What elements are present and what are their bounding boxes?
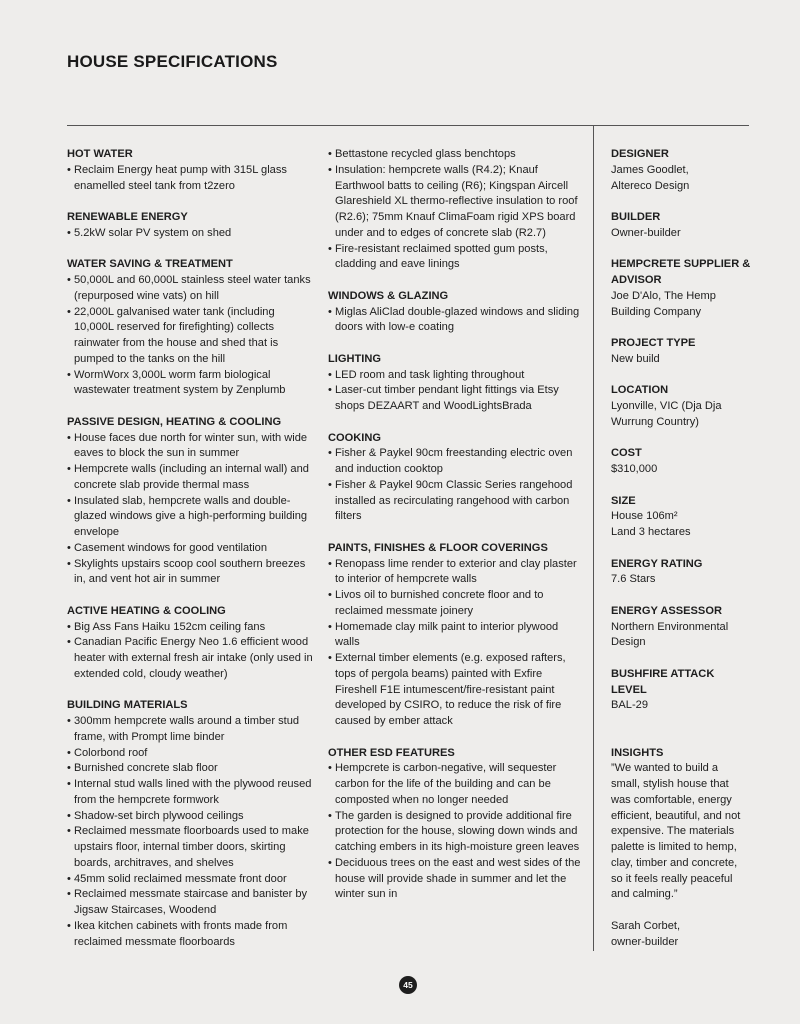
spec-item: • Hempcrete is carbon-negative, will sequester carbon for the life of the building and can be composted when no longer needed xyxy=(328,761,584,808)
detail-cost xyxy=(611,446,751,478)
detail-heading: LOCATION xyxy=(611,384,669,397)
spec-item: • Internal stud walls lined with the plywood reused from the hempcrete formwork xyxy=(67,777,317,809)
spec-section-lighting xyxy=(328,352,584,415)
detail-heading: DESIGNER xyxy=(611,148,669,160)
detail-heading: SIZE xyxy=(611,494,636,507)
detail-value: Owner-builder xyxy=(611,226,681,239)
detail-value: Land 3 hectares xyxy=(611,526,691,538)
detail-hempcrete-supplier-advisor xyxy=(611,257,751,320)
quote-attribution-name: Sarah Corbet, xyxy=(611,919,681,932)
spec-item: • LED room and task lighting throughout xyxy=(328,368,584,384)
section-heading: PAINTS, FINISHES & FLOOR COVERINGS xyxy=(328,541,548,554)
spec-item: • Bettastone recycled glass benchtops xyxy=(328,147,584,163)
spec-item: • 45mm solid reclaimed messmate front door xyxy=(67,872,317,888)
section-heading: WATER SAVING & TREATMENT xyxy=(67,258,233,271)
specs-column-left xyxy=(67,147,317,966)
detail-heading: COST xyxy=(611,447,642,460)
section-heading: BUILDING MATERIALS xyxy=(67,699,188,712)
spec-item: • Insulated slab, hempcrete walls and double-glazed windows give a high-performing building envelope xyxy=(67,494,317,541)
spec-item: • Reclaimed messmate staircase and banister by Jigsaw Staircases, Woodend xyxy=(67,887,317,919)
spec-section-passive-design-heating-cooling xyxy=(67,415,317,588)
detail-heading: BUILDER xyxy=(611,211,661,223)
spec-item: • Deciduous trees on the east and west sides of the house will provide shade in summer and let the winter sun in xyxy=(328,856,584,903)
spec-list xyxy=(328,305,584,337)
spec-item: • Big Ass Fans Haiku 152cm ceiling fans xyxy=(67,620,317,636)
section-heading: COOKING xyxy=(328,431,382,444)
quote-attribution-role: owner-builder xyxy=(611,935,679,948)
detail-location xyxy=(611,383,751,430)
spec-section-paints-finishes-floor-coverings xyxy=(328,541,584,730)
detail-heading: PROJECT TYPE xyxy=(611,337,696,349)
detail-value: Northern Environmental Design xyxy=(611,620,729,649)
spec-item: • External timber elements (e.g. exposed rafters, tops of pergola beams) painted with Exfire Fireshell F1E intumescent/fire-resistant paint developed by CSIRO, to reduce the risk of fire caused by ember attack xyxy=(328,651,584,730)
spec-section-active-heating-cooling xyxy=(67,604,317,683)
detail-value: New build xyxy=(611,352,660,365)
detail-value: Altereco Design xyxy=(611,179,690,192)
detail-designer xyxy=(611,147,751,194)
spec-item: • Ikea kitchen cabinets with fronts made from reclaimed messmate floorboards xyxy=(67,919,317,951)
spec-item: • Renopass lime render to exterior and clay plaster to interior of hempcrete walls xyxy=(328,557,584,589)
spec-list xyxy=(328,557,584,730)
detail-builder xyxy=(611,210,751,242)
spec-list xyxy=(328,147,584,273)
column-divider xyxy=(593,125,594,951)
project-details-column xyxy=(611,147,751,966)
spec-item: • Homemade clay milk paint to interior plywood walls xyxy=(328,620,584,652)
spec-list xyxy=(67,163,317,195)
page-number: 45 xyxy=(399,976,417,994)
spec-item: • Livos oil to burnished concrete floor and to reclaimed messmate joinery xyxy=(328,588,584,620)
detail-heading: HEMPCRETE SUPPLIER & ADVISOR xyxy=(611,258,751,286)
specs-column-middle xyxy=(328,147,584,919)
detail-energy-assessor xyxy=(611,604,751,651)
spec-item: • WormWorx 3,000L worm farm biological wastewater treatment system by Zenplumb xyxy=(67,368,317,400)
detail-value: Joe D'Alo, The Hemp Building Company xyxy=(611,289,716,318)
detail-value: James Goodlet, xyxy=(611,163,689,176)
spec-item: • Skylights upstairs scoop cool southern breezes in, and vent hot air in summer xyxy=(67,557,317,589)
spec-section-other-esd-features xyxy=(328,746,584,904)
spec-section-hot-water xyxy=(67,147,317,194)
detail-size xyxy=(611,494,751,541)
spec-item: • Colorbond roof xyxy=(67,746,317,762)
detail-value: Lyonville, VIC (Dja Dja Wurrung Country) xyxy=(611,400,722,428)
spec-item: • Fire-resistant reclaimed spotted gum posts, cladding and eave linings xyxy=(328,242,584,274)
section-heading: LIGHTING xyxy=(328,352,381,365)
detail-value: $310,000 xyxy=(611,463,658,475)
detail-value: 7.6 Stars xyxy=(611,573,656,586)
insights-quote: ”We wanted to build a small, stylish house that was comfortable, energy efficient, beautiful, and not expensive. The materials palette is limited to hemp, clay, timber and concrete, so it feels really peaceful and calming.” xyxy=(611,762,741,901)
page-title: HOUSE SPECIFICATIONS xyxy=(67,52,278,71)
spec-item: • Shadow-set birch plywood ceilings xyxy=(67,809,317,825)
insights-section xyxy=(611,746,751,951)
spec-list xyxy=(67,714,317,950)
spec-item: • Casement windows for good ventilation xyxy=(67,541,317,557)
spec-item: • Insulation: hempcrete walls (R4.2); Knauf Earthwool batts to ceiling (R6); Kingspan Aircell Glareshield XL thermo-reflective insulation to roof (R2.6); 75mm Knauf ClimaFoam rigid XPS board under and to edges of concrete slab (R2.7) xyxy=(328,163,584,242)
spec-item: • The garden is designed to provide additional fire protection for the house, slowing down winds and catching embers in its high-moisture green leaves xyxy=(328,809,584,856)
spec-list xyxy=(67,226,317,242)
spec-list xyxy=(328,368,584,415)
spec-item: • 22,000L galvanised water tank (including 10,000L reserved for firefighting) collects rainwater from the house and shed that is pumped to the tanks on the hill xyxy=(67,305,317,368)
spec-section-cooking xyxy=(328,431,584,526)
spec-list xyxy=(67,273,317,399)
spec-item: • House faces due north for winter sun, with wide eaves to block the sun in summer xyxy=(67,431,317,463)
section-heading: HOT WATER xyxy=(67,148,133,160)
detail-energy-rating xyxy=(611,557,751,589)
spec-section-water-saving-treatment xyxy=(67,257,317,399)
spec-item: • Reclaim Energy heat pump with 315L glass enamelled steel tank from t2zero xyxy=(67,163,317,195)
section-heading: RENEWABLE ENERGY xyxy=(67,211,188,223)
insights-heading: INSIGHTS xyxy=(611,746,664,759)
header-divider xyxy=(67,125,749,126)
detail-heading: ENERGY ASSESSOR xyxy=(611,604,722,617)
detail-bushfire-attack-level xyxy=(611,667,751,714)
spec-item: • Burnished concrete slab floor xyxy=(67,761,317,777)
spec-item: • Fisher & Paykel 90cm Classic Series rangehood installed as recirculating rangehood with carbon filters xyxy=(328,478,584,525)
spec-item: • Miglas AliClad double-glazed windows and sliding doors with low-e coating xyxy=(328,305,584,337)
section-heading: PASSIVE DESIGN, HEATING & COOLING xyxy=(67,415,282,428)
spec-list xyxy=(67,620,317,683)
section-heading: ACTIVE HEATING & COOLING xyxy=(67,604,226,617)
section-heading: WINDOWS & GLAZING xyxy=(328,289,449,302)
detail-value: House 106m² xyxy=(611,510,678,523)
spec-item: • Hempcrete walls (including an internal wall) and concrete slab provide thermal mass xyxy=(67,462,317,494)
spec-list xyxy=(67,431,317,589)
spec-section-building-materials xyxy=(67,698,317,950)
spec-item: • Reclaimed messmate floorboards used to make upstairs floor, internal timber doors, skirting boards, architraves, and shelves xyxy=(67,824,317,871)
section-heading: OTHER ESD FEATURES xyxy=(328,746,455,759)
spec-item: • 300mm hempcrete walls around a timber stud frame, with Prompt lime binder xyxy=(67,714,317,746)
spec-item: • 5.2kW solar PV system on shed xyxy=(67,226,317,242)
spec-list xyxy=(328,761,584,903)
detail-heading: BUSHFIRE ATTACK LEVEL xyxy=(611,667,715,696)
spec-section-renewable-energy xyxy=(67,210,317,242)
spec-section-continued xyxy=(328,147,584,273)
spec-item: • Canadian Pacific Energy Neo 1.6 efficient wood heater with external fresh air intake (only used in extended cold, cloudy weather) xyxy=(67,635,317,682)
spec-section-windows-glazing xyxy=(328,289,584,336)
spec-list xyxy=(328,446,584,525)
detail-heading: ENERGY RATING xyxy=(611,557,703,570)
detail-value: BAL-29 xyxy=(611,699,649,712)
spec-item: • Laser-cut timber pendant light fittings via Etsy shops DEZAART and WoodLightsBrada xyxy=(328,383,584,415)
detail-project-type xyxy=(611,336,751,368)
spec-item: • 50,000L and 60,000L stainless steel water tanks (repurposed wine vats) on hill xyxy=(67,273,317,305)
spec-item: • Fisher & Paykel 90cm freestanding electric oven and induction cooktop xyxy=(328,446,584,478)
